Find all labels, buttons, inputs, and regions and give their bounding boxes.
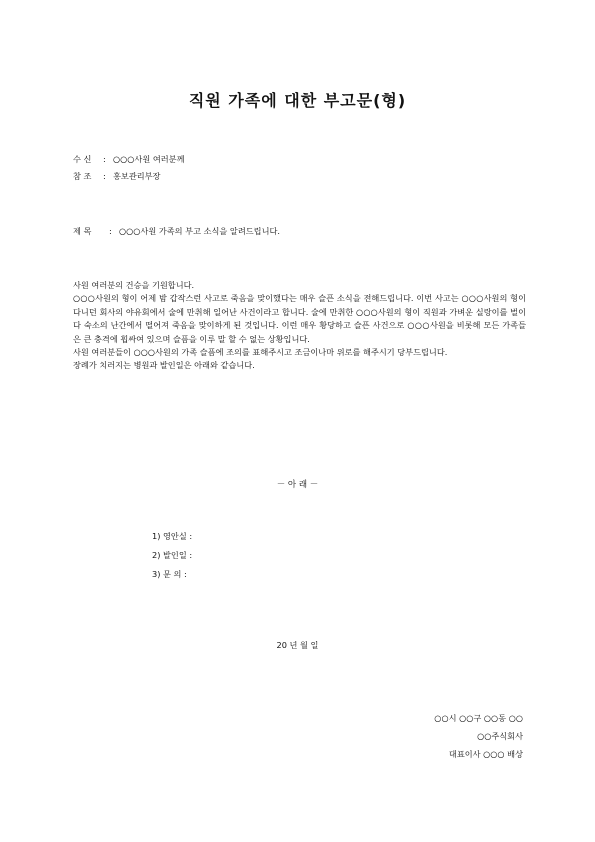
item-funeral-hall: 1) 영안실 : (152, 531, 193, 541)
subject-row: 제 목 : ○○○사원 가족의 부고 소식을 알려드립니다. (73, 226, 280, 236)
reference-label: 참 조 (73, 171, 92, 181)
recipient-value: ○○○사원 여러분께 (113, 154, 185, 164)
recipient-row: 수 신 : ○○○사원 여러분께 (73, 154, 185, 164)
subject-value: ○○○사원 가족의 부고 소식을 알려드립니다. (119, 226, 280, 236)
item-inquiry: 3) 문 의 : (152, 569, 187, 579)
body-paragraph-request: 사원 여러분들이 ○○○사원의 가족 슬픔에 조의를 표해주시고 조금이나마 위로를 해주시기 당부드립니다. (73, 347, 448, 358)
notice-heading: － 아 래 － (276, 480, 319, 490)
sender-company: ○○주식회사 (477, 731, 523, 741)
reference-row: 참 조 : 홍보관리부장 (73, 171, 161, 181)
reference-value: 홍보관리부장 (113, 171, 161, 181)
document-title: 직원 가족에 대한 부고문(형) (188, 91, 407, 110)
body-paragraph-closing: 장례가 치러지는 병원과 발인일은 아래와 같습니다. (73, 360, 255, 371)
sender-ceo: 대표이사 ○○○ 배상 (448, 749, 523, 759)
subject-label: 제 목 (73, 226, 92, 236)
date-line: 20 년 월 일 (276, 640, 319, 650)
body-paragraph-news: ○○○사원의 형이 어제 밤 갑작스런 사고로 죽음을 맞이했다는 매우 슬픈 소식을 전해드립니다. 이번 사고는 ○○○사원의 형이 다니던 회사의 야유회에서 술에 만취해 일어난 사건이라고 합니다. 술에 만취한 ○○○사원의 형이 직원과 가벼운 실랑이를 벌이다 숙소의 난간에서 떨어져 죽음을 맞이하게 된 것입니다. 이런 매우 황당하고 슬픈 사건으로 ○○○사원을 비롯해 모든 가족들은 큰 충격에 휩싸여 있으며 슬픔을 이루 말 할 수 없는 상황입니다. (73, 293, 526, 344)
body-paragraph-greeting: 사원 여러분의 건승을 기원합니다. (73, 280, 195, 290)
sender-address: ○○시 ○○구 ○○동 ○○ (434, 713, 523, 723)
body-text (73, 279, 526, 373)
recipient-label: 수 신 (73, 154, 92, 164)
item-departure-date: 2) 발인일 : (152, 550, 193, 560)
